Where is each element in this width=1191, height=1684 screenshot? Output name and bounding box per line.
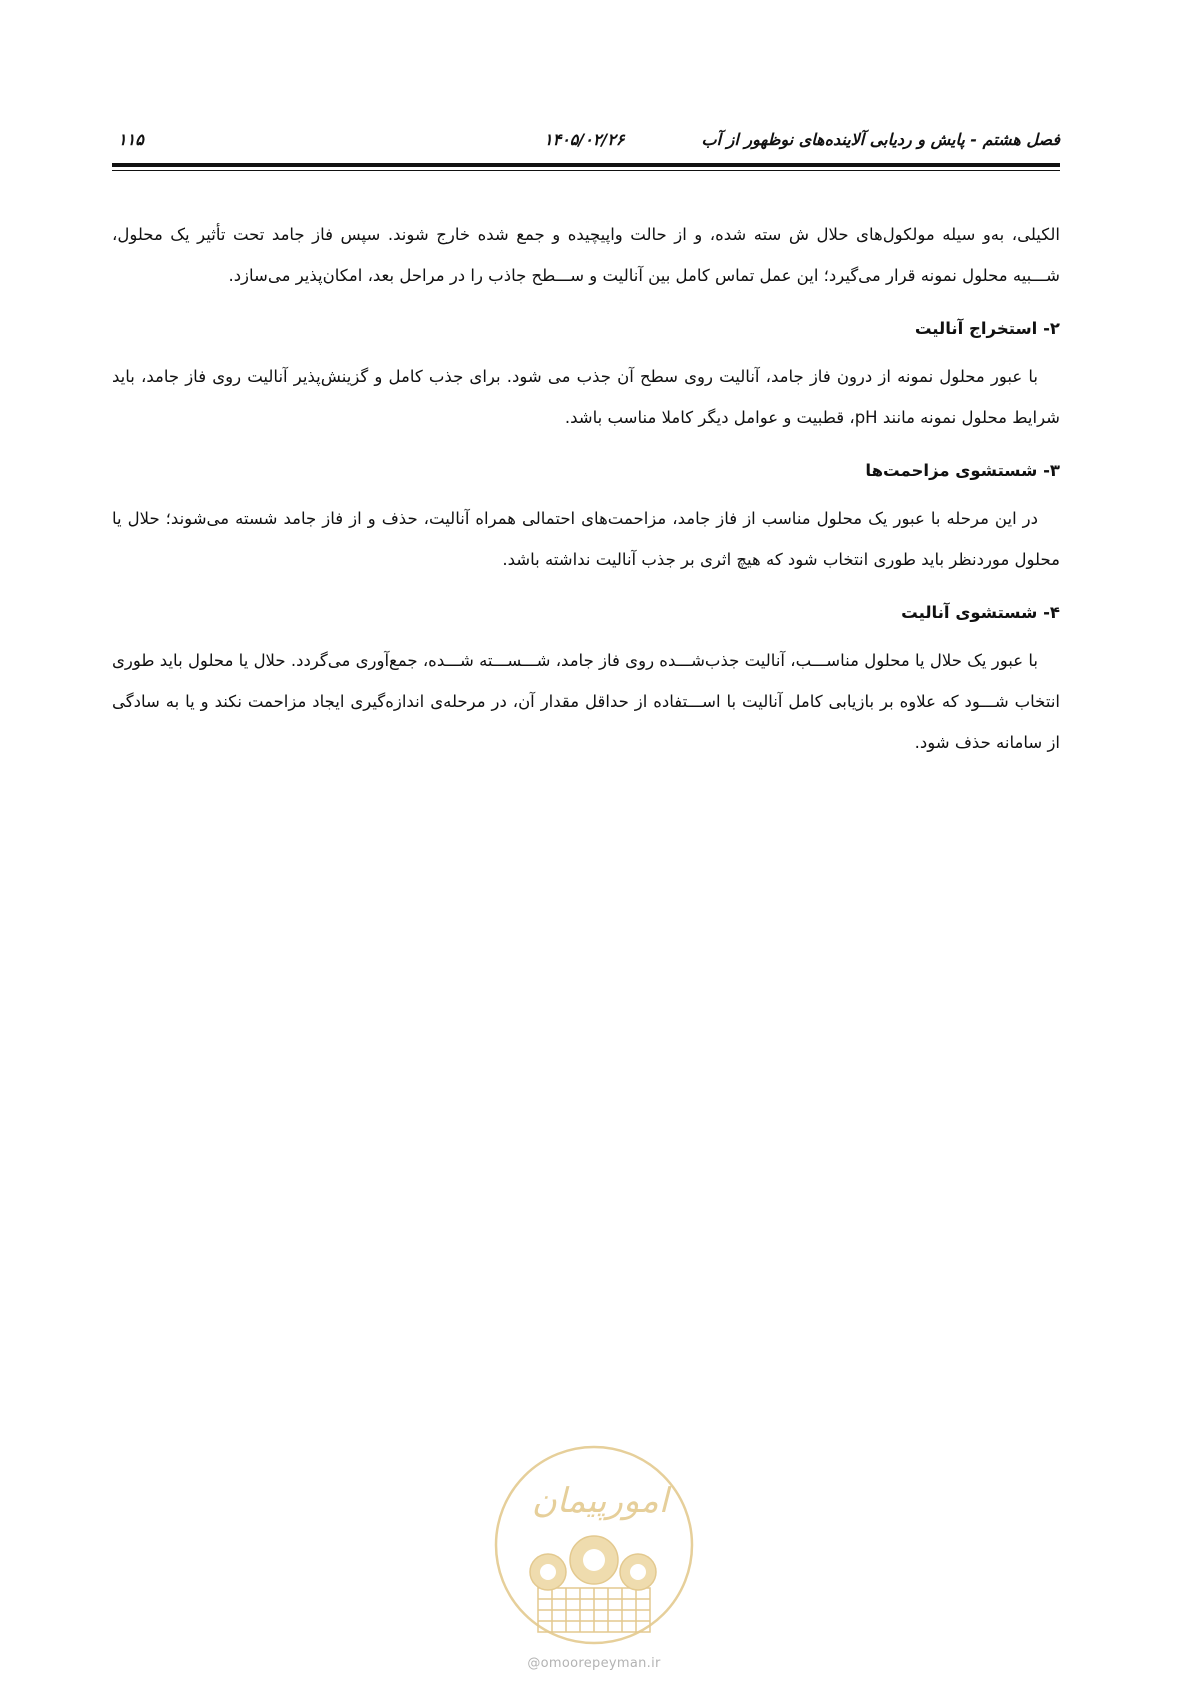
intro-paragraph: الکیلی، به‌و سیله مولکول‌های حلال ش سته شده، و از حالت واپیچیده و جمع شده خارج شوند. سپس فاز جامد تحت تأثیر یک محلول، شـــبیه محلول نمونه قرار می‌گیرد؛ این عمل تماس کامل بین آنالیت و ســـطح جاذب را در مراحل بعد، امکان‌پذیر می‌سازد. [112,225,1060,285]
header-rule-thin [112,170,1060,171]
section-interference-wash [112,452,1060,580]
section-extraction [112,310,1060,438]
running-header [112,128,1060,158]
section-paragraph: در این مرحله با عبور یک محلول مناسب از فاز جامد، مزاحمت‌های احتمالی همراه آنالیت، حذف و از فاز جامد شسته می‌شوند؛ حلال یا محلول موردنظر باید طوری انتخاب شود که هیچ اثری بر جذب آنالیت نداشته باشد. [112,509,1060,569]
section-heading: ۲- استخراج آنالیت [914,319,1060,338]
section-analyte-elution [112,594,1060,763]
page-number: ۱۱۵ [118,130,144,149]
section-paragraph: با عبور یک حلال یا محلول مناســـب، آنالیت جذب‌شـــده روی فاز جامد، شـــســـته شـــده، جمع‌آوری می‌گردد. حلال یا محلول باید طوری انتخاب شـــود که علاوه بر بازیابی کامل آنالیت با اســـتفاده از حداقل مقدار آن، در مرحله‌ی اندازه‌گیری ایجاد مزاحمت نکند و یا به سادگی از سامانه حذف شود. [112,651,1060,752]
section-heading: ۴- شستشوی آنالیت [901,603,1060,622]
header-rule-thick [112,163,1060,167]
section-heading: ۳- شستشوی مزاحمت‌ها [865,461,1060,480]
header-date: ۱۴۰۵/۰۲/۲۶ [544,130,625,149]
body-content [112,214,1060,763]
section-paragraph: با عبور محلول نمونه از درون فاز جامد، آنالیت روی سطح آن جذب می شود. برای جذب کامل و گزینش‌پذیر آنالیت روی فاز جامد، باید شرایط محلول نمونه مانند pH، قطبیت و عوامل دیگر کاملا مناسب باشد. [112,367,1060,427]
watermark-logo [486,1440,702,1650]
watermark-site: @omoorepeyman.ir [527,1656,661,1671]
chapter-title: فصل هشتم - پایش و ردیابی آلاینده‌های نوظهور از آب [701,130,1060,149]
watermark-logo-text: امورپیمان [531,1481,669,1521]
